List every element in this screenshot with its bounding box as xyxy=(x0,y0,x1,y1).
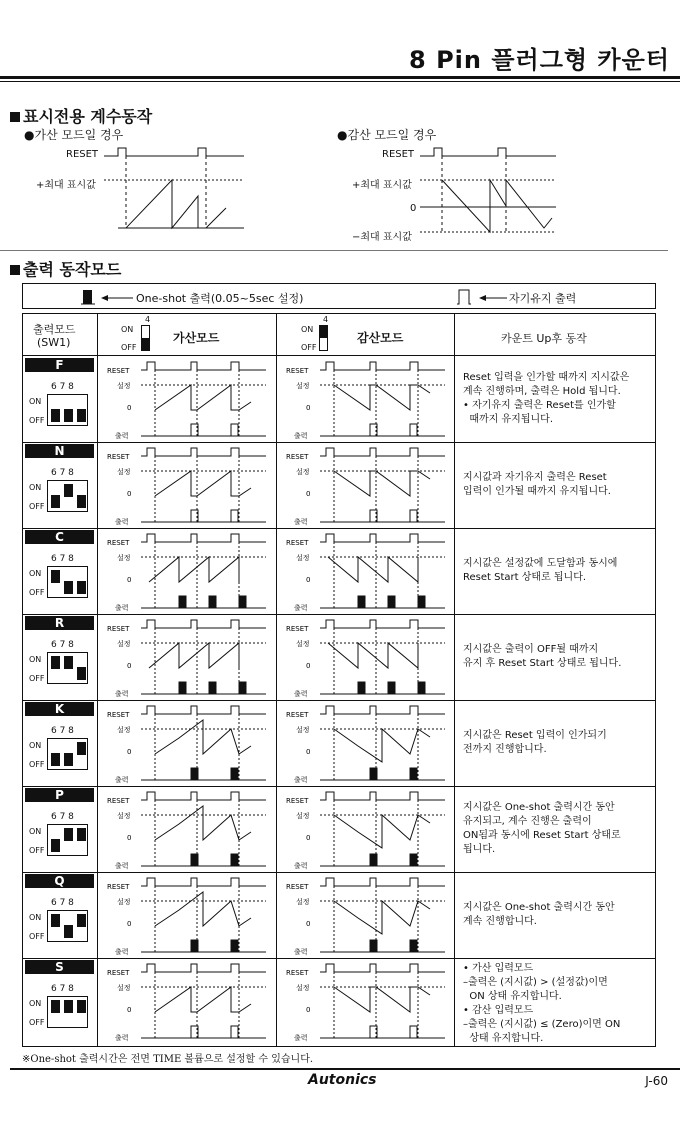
set-label: 설정 xyxy=(296,812,310,820)
reset-label: RESET xyxy=(286,883,309,891)
zero-label: 0 xyxy=(306,834,311,842)
dip-on-label: ON xyxy=(29,569,42,578)
dip-off-label: OFF xyxy=(29,502,45,511)
reset-waveform xyxy=(141,792,266,800)
switch-up-icon xyxy=(141,325,150,351)
dip-on-label: ON xyxy=(29,741,42,750)
description-line: 지시값은 Reset 입력이 인가되기 xyxy=(463,730,607,741)
set-label: 설정 xyxy=(296,898,310,906)
reset-waveform xyxy=(320,792,445,800)
reset-label: RESET xyxy=(286,367,309,375)
description-line: Reset Start 상태로 됩니다. xyxy=(463,572,587,583)
count-waveform xyxy=(155,987,251,1012)
set-label: 설정 xyxy=(117,984,131,992)
row-divider xyxy=(23,958,655,959)
dip-off-label: OFF xyxy=(29,416,45,425)
reset-waveform xyxy=(141,964,266,972)
mode-description xyxy=(463,901,653,929)
up-reset-waveform xyxy=(104,148,244,156)
output-pulse xyxy=(388,682,395,694)
reset-label: RESET xyxy=(286,453,309,461)
output-mode-table xyxy=(22,313,656,1047)
mode-code: Q xyxy=(25,874,94,888)
output-pulse xyxy=(231,510,238,522)
count-waveform xyxy=(155,892,251,926)
mode-code: P xyxy=(25,788,94,802)
reset-label: RESET xyxy=(286,797,309,805)
header-up-mode: 가산모드 xyxy=(173,331,220,345)
reset-label: RESET xyxy=(107,797,130,805)
dip-switch-icon xyxy=(47,824,88,856)
reset-waveform xyxy=(141,534,266,542)
mode-row-p xyxy=(23,786,655,872)
description-line: Reset 입력을 인가할 때까지 지시값은 xyxy=(463,372,630,383)
mode-row-n xyxy=(23,442,655,528)
output-label: 출력 xyxy=(115,432,129,440)
up-reset-label: RESET xyxy=(66,149,99,160)
dip-pin-numbers: 6 7 8 xyxy=(51,984,74,994)
reset-waveform xyxy=(320,706,445,714)
output-pulse xyxy=(418,596,425,608)
section-divider xyxy=(0,250,668,251)
output-label: 출력 xyxy=(294,948,308,956)
description-line: 계속 진행하며, 출력은 Hold 됩니다. xyxy=(463,386,621,397)
output-pulse xyxy=(370,854,377,866)
mode-waveforms xyxy=(97,616,455,700)
dip-on-label: ON xyxy=(29,999,42,1008)
mode-row-q xyxy=(23,872,655,958)
dip-off-label: OFF xyxy=(29,674,45,683)
description-line: 지시값과 자기유지 출력은 Reset xyxy=(463,472,607,483)
set-label: 설정 xyxy=(296,468,310,476)
mode-description xyxy=(463,557,653,585)
description-line: 전까지 진행합니다. xyxy=(463,744,547,755)
reset-waveform xyxy=(141,706,266,714)
output-pulse xyxy=(209,596,216,608)
dip-off-label: OFF xyxy=(29,760,45,769)
header-pin: 4 xyxy=(323,315,329,324)
zero-label: 0 xyxy=(306,662,311,670)
set-label: 설정 xyxy=(117,726,131,734)
zero-label: 0 xyxy=(306,1006,311,1014)
count-waveform xyxy=(334,987,430,1012)
dip-pin-numbers: 6 7 8 xyxy=(51,898,74,908)
reset-waveform xyxy=(320,878,445,886)
dip-on-label: ON xyxy=(29,913,42,922)
output-label: 출력 xyxy=(115,1034,129,1042)
bottom-rule xyxy=(10,1068,680,1070)
down-count-waveform xyxy=(442,180,552,232)
set-label: 설정 xyxy=(296,640,310,648)
down-max-label: +최대 표시값 xyxy=(352,180,412,191)
section-display-counting xyxy=(10,104,152,127)
section-title: 표시전용 계수동작 xyxy=(23,107,153,126)
output-label: 출력 xyxy=(294,776,308,784)
description-line: 상태 유지합니다. xyxy=(463,1033,544,1044)
count-waveform xyxy=(155,385,251,410)
section-output-mode xyxy=(10,257,121,280)
count-waveform xyxy=(155,471,251,496)
description-line: ON 상태 유지합니다. xyxy=(463,991,562,1002)
description-line: 지시값은 출력이 OFF될 때까지 xyxy=(463,644,599,655)
down-reset-waveform xyxy=(420,148,556,156)
footnote: ※One-shot 출력시간은 전면 TIME 볼륨으로 설정할 수 있습니다. xyxy=(22,1054,314,1065)
description-line: 때까지 유지됩니다. xyxy=(463,414,553,425)
mode-description xyxy=(463,801,653,857)
description-line: 계속 진행합니다. xyxy=(463,916,537,927)
description-line: • 자기유지 출력은 Reset를 인가할 xyxy=(463,400,616,411)
up-max-label: +최대 표시값 xyxy=(36,180,96,191)
section-title: 출력 동작모드 xyxy=(23,260,122,279)
output-pulse xyxy=(388,596,395,608)
output-pulse xyxy=(358,596,365,608)
reset-waveform xyxy=(320,362,445,370)
zero-label: 0 xyxy=(127,920,132,928)
dip-switch-icon xyxy=(47,910,88,942)
reset-label: RESET xyxy=(286,625,309,633)
reset-label: RESET xyxy=(107,367,130,375)
description-line: ON됨과 동시에 Reset Start 상태로 xyxy=(463,830,621,841)
output-pulse xyxy=(410,510,417,522)
output-label: 출력 xyxy=(115,776,129,784)
output-label: 출력 xyxy=(294,690,308,698)
description-line: 입력이 인가될 때까지 유지됩니다. xyxy=(463,486,611,497)
set-label: 설정 xyxy=(117,382,131,390)
reset-label: RESET xyxy=(286,539,309,547)
zero-label: 0 xyxy=(306,404,311,412)
mode-waveforms xyxy=(97,444,455,528)
reset-label: RESET xyxy=(107,711,130,719)
description-line: 유지 후 Reset Start 상태로 됩니다. xyxy=(463,658,622,669)
set-label: 설정 xyxy=(296,554,310,562)
count-waveform xyxy=(334,729,430,762)
dip-pin-numbers: 6 7 8 xyxy=(51,812,74,822)
reset-waveform xyxy=(141,878,266,886)
output-pulse xyxy=(358,682,365,694)
dip-on-label: ON xyxy=(29,655,42,664)
description-line: 지시값은 One-shot 출력시간 동안 xyxy=(463,802,615,813)
mode-description xyxy=(463,729,653,757)
zero-label: 0 xyxy=(127,662,132,670)
zero-label: 0 xyxy=(127,404,132,412)
square-bullet-icon xyxy=(10,265,20,275)
count-waveform xyxy=(155,806,251,840)
zero-label: 0 xyxy=(127,748,132,756)
dip-off-label: OFF xyxy=(29,846,45,855)
mode-row-c xyxy=(23,528,655,614)
display-counting-waveforms xyxy=(0,140,680,240)
set-label: 설정 xyxy=(117,554,131,562)
dip-on-label: ON xyxy=(29,397,42,406)
output-pulse xyxy=(191,768,198,780)
mode-code: F xyxy=(25,358,94,372)
output-pulse xyxy=(239,682,246,694)
reset-label: RESET xyxy=(107,625,130,633)
output-pulse xyxy=(418,682,425,694)
output-pulse xyxy=(410,940,417,952)
header-after-count: 카운트 Up후 동작 xyxy=(501,332,587,345)
up-count-waveform xyxy=(126,180,226,228)
count-waveform xyxy=(334,385,430,410)
description-line: 유지되고, 계수 진행은 출력이 xyxy=(463,816,592,827)
reset-label: RESET xyxy=(107,453,130,461)
dip-switch-icon xyxy=(47,566,88,598)
output-label: 출력 xyxy=(115,604,129,612)
page-number: J-60 xyxy=(645,1074,668,1088)
output-pulse xyxy=(179,596,186,608)
output-label: 출력 xyxy=(115,862,129,870)
reset-label: RESET xyxy=(107,883,130,891)
mode-row-s xyxy=(23,958,655,1044)
square-bullet-icon xyxy=(10,112,20,122)
set-label: 설정 xyxy=(296,726,310,734)
header-off: OFF xyxy=(121,343,137,352)
mode-description xyxy=(463,643,653,671)
set-label: 설정 xyxy=(117,640,131,648)
header-on: ON xyxy=(121,325,134,334)
output-label: 출력 xyxy=(294,432,308,440)
output-pulse xyxy=(231,768,238,780)
zero-label: 0 xyxy=(306,490,311,498)
zero-label: 0 xyxy=(306,576,311,584)
row-divider xyxy=(23,614,655,615)
count-waveform xyxy=(334,901,430,934)
up-mode-title: ●가산 모드일 경우 xyxy=(24,128,124,142)
set-label: 설정 xyxy=(296,382,310,390)
page-title: 8 Pin 플러그형 카운터 xyxy=(409,46,670,74)
count-waveform xyxy=(328,557,418,582)
mode-description xyxy=(463,371,653,427)
output-pulse xyxy=(239,596,246,608)
output-pulse xyxy=(191,940,198,952)
output-pulse xyxy=(410,1026,417,1038)
output-pulse xyxy=(410,424,417,436)
reset-waveform xyxy=(320,964,445,972)
output-label: 출력 xyxy=(294,862,308,870)
dip-pin-numbers: 6 7 8 xyxy=(51,726,74,736)
mode-waveforms xyxy=(97,702,455,786)
mode-waveforms xyxy=(97,530,455,614)
dip-switch-icon xyxy=(47,738,88,770)
mode-code: S xyxy=(25,960,94,974)
dip-switch-icon xyxy=(47,480,88,512)
description-line: 지시값은 설정값에 도달함과 동시에 xyxy=(463,558,618,569)
output-pulse xyxy=(179,682,186,694)
reset-waveform xyxy=(320,448,445,456)
description-line: • 가산 입력모드 xyxy=(463,963,534,974)
dip-pin-numbers: 6 7 8 xyxy=(51,640,74,650)
mode-code: K xyxy=(25,702,94,716)
description-line: • 감산 입력모드 xyxy=(463,1005,534,1016)
dip-pin-numbers: 6 7 8 xyxy=(51,468,74,478)
header-off: OFF xyxy=(301,343,317,352)
oneshot-legend-label: One-shot 출력(0.05~5sec 설정) xyxy=(136,292,304,305)
output-label: 출력 xyxy=(294,1034,308,1042)
reset-label: RESET xyxy=(286,711,309,719)
output-pulse xyxy=(370,940,377,952)
output-pulse xyxy=(209,682,216,694)
reset-label: RESET xyxy=(286,969,309,977)
description-line: –출력은 (지시값) > (설정값)이면 xyxy=(463,977,608,988)
row-divider xyxy=(23,872,655,873)
down-zero-label: 0 xyxy=(410,203,417,214)
output-label: 출력 xyxy=(294,518,308,526)
description-line: 지시값은 One-shot 출력시간 동안 xyxy=(463,902,615,913)
mode-code: C xyxy=(25,530,94,544)
reset-waveform xyxy=(320,620,445,628)
dip-switch-icon xyxy=(47,996,88,1028)
output-legend xyxy=(22,283,656,309)
output-pulse xyxy=(191,854,198,866)
down-reset-label: RESET xyxy=(382,149,415,160)
reset-label: RESET xyxy=(107,969,130,977)
reset-label: RESET xyxy=(107,539,130,547)
header-down-mode: 감산모드 xyxy=(357,331,404,345)
mode-waveforms xyxy=(97,960,455,1044)
count-waveform xyxy=(149,557,239,582)
set-label: 설정 xyxy=(117,468,131,476)
dip-pin-numbers: 6 7 8 xyxy=(51,382,74,392)
output-pulse xyxy=(231,424,238,436)
set-label: 설정 xyxy=(117,812,131,820)
row-divider xyxy=(23,442,655,443)
row-divider xyxy=(23,700,655,701)
mode-waveforms xyxy=(97,874,455,958)
output-label: 출력 xyxy=(115,948,129,956)
mode-code: N xyxy=(25,444,94,458)
row-divider xyxy=(23,786,655,787)
count-waveform xyxy=(334,815,430,848)
count-waveform xyxy=(334,471,430,496)
output-pulse xyxy=(410,768,417,780)
output-pulse xyxy=(231,1026,238,1038)
mode-row-r xyxy=(23,614,655,700)
dip-pin-numbers: 6 7 8 xyxy=(51,554,74,564)
count-waveform xyxy=(328,643,418,668)
set-label: 설정 xyxy=(296,984,310,992)
set-label: 설정 xyxy=(117,898,131,906)
dip-switch-icon xyxy=(47,394,88,426)
count-waveform xyxy=(149,643,239,668)
mode-waveforms xyxy=(97,358,455,442)
reset-waveform xyxy=(141,620,266,628)
dip-off-label: OFF xyxy=(29,588,45,597)
switch-down-icon xyxy=(319,325,328,351)
down-min-label: −최대 표시값 xyxy=(352,232,412,243)
zero-label: 0 xyxy=(127,1006,132,1014)
mode-description xyxy=(463,962,653,1046)
zero-label: 0 xyxy=(306,748,311,756)
reset-waveform xyxy=(141,362,266,370)
dip-switch-icon xyxy=(47,652,88,684)
title-rule-thin xyxy=(0,81,680,82)
mode-waveforms xyxy=(97,788,455,872)
output-label: 출력 xyxy=(115,690,129,698)
header-mode: 출력모드 xyxy=(33,323,76,336)
title-rule xyxy=(0,76,680,79)
zero-label: 0 xyxy=(127,576,132,584)
output-pulse xyxy=(231,854,238,866)
header-pin: 4 xyxy=(145,315,151,324)
header-sw: (SW1) xyxy=(37,336,71,349)
mode-row-f xyxy=(23,356,655,442)
output-label: 출력 xyxy=(115,518,129,526)
row-divider xyxy=(23,528,655,529)
zero-label: 0 xyxy=(127,490,132,498)
description-line: 됩니다. xyxy=(463,844,496,855)
zero-label: 0 xyxy=(306,920,311,928)
dip-off-label: OFF xyxy=(29,1018,45,1027)
dip-on-label: ON xyxy=(29,483,42,492)
zero-label: 0 xyxy=(127,834,132,842)
count-waveform xyxy=(155,720,251,754)
hold-legend-label: 자기유지 출력 xyxy=(509,292,577,305)
dip-off-label: OFF xyxy=(29,932,45,941)
output-label: 출력 xyxy=(294,604,308,612)
header-on: ON xyxy=(301,325,314,334)
down-mode-title: ●감산 모드일 경우 xyxy=(337,128,437,142)
reset-waveform xyxy=(141,448,266,456)
output-pulse xyxy=(410,854,417,866)
output-pulse xyxy=(370,768,377,780)
mode-code: R xyxy=(25,616,94,630)
output-pulse xyxy=(231,940,238,952)
dip-on-label: ON xyxy=(29,827,42,836)
brand-logo: Autonics xyxy=(308,1072,377,1088)
reset-waveform xyxy=(320,534,445,542)
mode-row-k xyxy=(23,700,655,786)
description-line: –출력은 (지시값) ≤ (Zero)이면 ON xyxy=(463,1019,621,1030)
mode-description xyxy=(463,471,653,499)
